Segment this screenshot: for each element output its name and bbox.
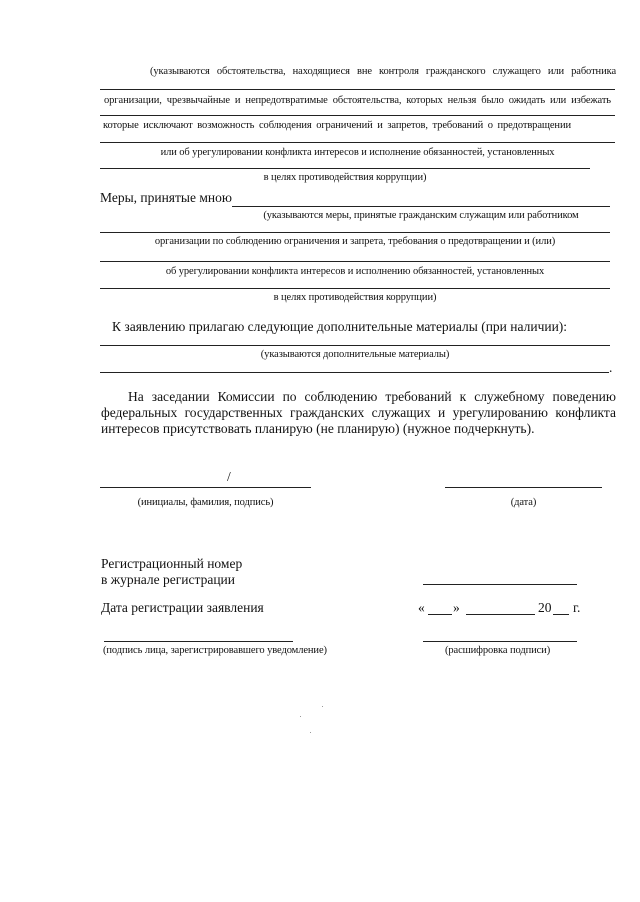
registration-date-open-quote: « [418, 600, 425, 615]
scan-speck [300, 716, 301, 717]
attachments-end-mark: . [609, 360, 613, 375]
date-caption: (дата) [510, 497, 537, 508]
registration-day-field[interactable] [428, 614, 452, 615]
measures-field-1[interactable] [232, 206, 610, 207]
commission-line-3: интересов присутствовать планирую (не планирую) (нужное подчеркнуть). [101, 421, 535, 436]
measures-hint-line-4: в целях противодействия коррупции) [273, 292, 437, 303]
registrar-name-caption: (расшифровка подписи) [445, 645, 551, 656]
circumstances-field-4[interactable] [100, 168, 590, 169]
circumstances-hint-line-4: или об урегулировании конфликта интересов и исполнение обязанностей, установленных [160, 147, 555, 158]
measures-field-3[interactable] [100, 261, 610, 262]
date-field[interactable] [445, 487, 602, 488]
circumstances-field-2[interactable] [100, 115, 615, 116]
measures-hint-line-1: (указываются меры, принятые гражданским служащим или работником [263, 210, 579, 221]
measures-hint-line-2: организации по соблюдению ограничения и запрета, требования о предотвращении и (или) [154, 236, 556, 247]
registrar-signature-caption: (подпись лица, зарегистрировавшего уведомление) [103, 645, 327, 656]
registration-year-suffix: г. [573, 600, 581, 615]
signature-field[interactable] [100, 487, 311, 488]
registration-year-field[interactable] [553, 614, 569, 615]
commission-line-1: На заседании Комиссии по соблюдению требований к служебному поведению [128, 389, 616, 404]
registration-month-field[interactable] [466, 614, 535, 615]
circumstances-field-3[interactable] [100, 142, 615, 143]
attachments-field-1[interactable] [100, 345, 610, 346]
registration-year-prefix: 20 [538, 600, 552, 615]
registration-date-close-quote: » [453, 600, 460, 615]
measures-label: Меры, принятые мною [100, 190, 232, 205]
circumstances-hint-line-1: (указываются обстоятельства, находящиеся вне контроля гражданского служащего или работника [150, 66, 616, 77]
circumstances-field-1[interactable] [100, 89, 615, 90]
scan-speck [310, 732, 311, 733]
attachments-hint: (указываются дополнительные материалы) [260, 349, 450, 360]
measures-field-4[interactable] [100, 288, 610, 289]
scan-speck [322, 706, 323, 707]
registrar-name-field[interactable] [423, 641, 577, 642]
registration-number-label: Регистрационный номер в журнале регистрации [101, 556, 243, 587]
registrar-signature-field[interactable] [104, 641, 293, 642]
signature-caption: (инициалы, фамилия, подпись) [137, 497, 274, 508]
commission-line-2: федеральных государственных гражданских служащих и урегулированию конфликта [101, 405, 616, 420]
signature-slash: / [227, 469, 231, 484]
circumstances-hint-line-3: которые исключают возможность соблюдения ограничений и запретов, требований о предотвращении [103, 120, 571, 131]
measures-hint-line-3: об урегулировании конфликта интересов и исполнению обязанностей, установленных [165, 266, 545, 277]
measures-field-2[interactable] [100, 232, 610, 233]
registration-date-label: Дата регистрации заявления [101, 600, 264, 615]
attachments-field-2[interactable] [100, 372, 609, 373]
attachments-label: К заявлению прилагаю следующие дополнительные материалы (при наличии): [112, 319, 568, 334]
circumstances-hint-line-2: организации, чрезвычайные и непредотвратимые обстоятельства, которых нельзя было ожидать или избежать [104, 95, 611, 106]
registration-number-field[interactable] [423, 584, 577, 585]
circumstances-hint-line-5: в целях противодействия коррупции) [263, 172, 427, 183]
